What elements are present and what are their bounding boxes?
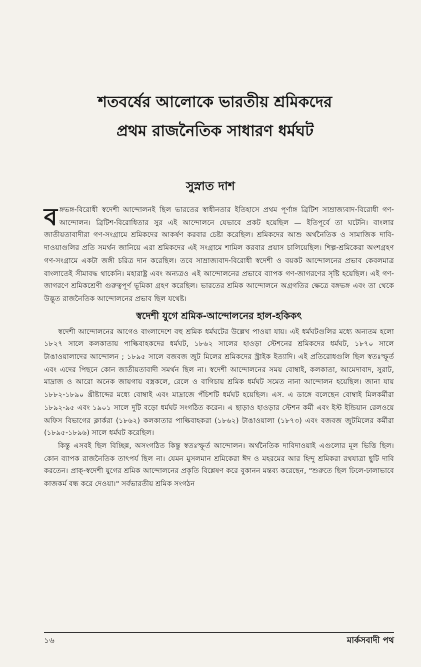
intro-paragraph [44,204,394,306]
drop-cap: ব [44,203,58,231]
intro-text: ঙ্গভঙ্গ-বিরোধী স্বদেশী আন্দোলনই ছিল ভারতের স্বাধীনতার ইতিহাসে প্রথম পূর্ণাঙ্গ ব্রিটিশ সাম্রাজ্যবাদ-বিরোধী গণ-আন্দোলন। ব্রিটিশ-বিরোধিতার সুর এই আন্দোলনে যেভাবে প্রকট হয়েছিল — ইতিপূর্বে তা ঘটেনি। বাংলার জাতীয়তাবাদীরা গণ-সংগ্রামে শ্রমিকদের আকর্ষণ করবার চেষ্টা করেছিল। শ্রমিকদের আশু অর্থনৈতিক ও সামাজিক দাবি-দাওয়াগুলির প্রতি সমর্থন জানিয়ে এরা শ্রমিকদের এই সংগ্রামে শামিল করবার প্রয়াস চালিয়েছিল। শিল্প-শ্রমিকেরা অংশগ্রহণ গণ-সংগ্রামে একটা জঙ্গী চরিত্র দান করেছিল। তবে সাম্রাজ্যবাদ-বিরোধী স্বদেশী ও বয়কট আন্দোলনের প্রভাব কেবলমাত্র বাংলাতেই সীমাবদ্ধ থাকেনি। মহারাষ্ট্র এবং অন্যত্রও এই আন্দোলনের প্রভাবে ব্যাপক গণ-জাগরণের সৃষ্টি হয়েছিল। এই গণ-জাগরণে শ্রমিকশ্রেণী গুরুত্বপূর্ণ ভূমিকা গ্রহণ করেছিল। ভারতের শ্রমিক আন্দোলনে অগ্রগতির ক্ষেত্রে বঙ্গভঙ্গ এবং তা থেকে উদ্ভূত রাজনৈতিক আন্দোলনের প্রভাব ছিল যথেষ্ট। [44,205,394,303]
section-heading: স্বদেশী যুগে শ্রমিক-আন্দোলনের হাল-হকিকৎ [136,310,302,322]
title-line-2: প্রথম রাজনৈতিক সাধারণ ধর্মঘট [116,122,314,140]
page-number: ১৬ [44,636,55,645]
title-line-1: শতবর্ষের আলোকে ভারতীয় শ্রমিকদের [97,93,333,111]
article-title [50,88,380,146]
section-paragraph-2: কিন্তু এসবই ছিল বিচ্ছিন্ন, অসংগঠিত কিন্তু স্বতঃস্ফূর্ত আন্দোলন। অর্থনৈতিক দাবিদাওয়াই এগুলোর মূল ভিত্তি ছিল। কোন ব্যাপক রাজনৈতিক তাৎপর্য ছিল না। যেমন মুসলমান শ্রমিকেরা ঈদ ও মহরমের আর হিন্দু শ্রমিকরা রথযাত্রা ছুটি দাবি করতেন। প্রাক্-স্বদেশী যুগের শ্রমিক আন্দোলনের প্রকৃতি বিশ্লেষণ করে বুকানন মন্তব্য করেছেন, "শুরুতে ছিল ঢিলে-ঢালাভাবে কাজকর্ম বন্ধ করে দেওয়া।" সর্বভারতীয় শ্রমিক সংগঠন [44,440,394,489]
footer-rule [44,632,394,633]
article-body [44,204,394,491]
section-paragraph-1: স্বদেশী আন্দোলনের আগেও বাংলাদেশে বহু শ্রমিক ধর্মঘটের উল্লেখ পাওয়া যায়। এই ধর্মঘটগুলির মধ্যে অন্যতম হলো ১৮২৭ সালে কলকাতায় পাল্কিবাহকদের ধর্মঘট, ১৮৬২ সালের হাওড়া স্টেশনের শ্রমিকদের ধর্মঘট, ১৮৭০ সালে টাঙাওয়ালাদের আন্দোলন ; ১৮৯৫ সালে বজবজ জুট মিলের শ্রমিকদের স্ট্রাইক ইত্যাদি। এই প্রতিরোধগুলি ছিল স্বতঃস্ফূর্ত এবং এদের পিছনে কোন জাতীয়তাবাদী সমর্থন ছিল না। স্বদেশী আন্দোলনের সময় বোম্বাই, কলকাতা, আমেদাবাদ, সুরাট, মাদ্রাজ ও আরো অনেক জায়গায় বস্ত্রকলে, রেলে ও বাগিচায় শ্রমিক ধর্মঘট সমেত নানা আন্দোলন হয়েছিল। জানা যায় ১৮৮২-১৮৯০ খ্রীষ্টাব্দের মধ্যে বোম্বাই এবং মাদ্রাজে পঁচিশটি ধর্মঘট হয়েছিল। এস. এ ডাঙ্গে বলেছেন বোম্বাই মিলকর্মীরা ১৮৯২-৯৫ এবং ১৯০১ সালে দুটি বড়ো ধর্মঘট সংগঠিত করেন। এ ছাড়াও হাওড়ার স্টেশন কর্মী এবং ইস্ট ইন্ডিয়ান রেলওয়ে অফিস বিভাগের ক্লার্করা (১৮৬২) কলকাতার পাল্কিবাহকরা (১৮৬২) টাঙাওয়ালা (১৮৭৩) এবং বজবজ জুটমিলের কর্মীরা (১৮৯৫-১৮৯৬) সালে ধর্মঘট করেছিল। [44,326,394,438]
author-name: সুস্নাত দাশ [185,179,236,193]
journal-name: মার্কসবাদী পথ [346,636,394,646]
